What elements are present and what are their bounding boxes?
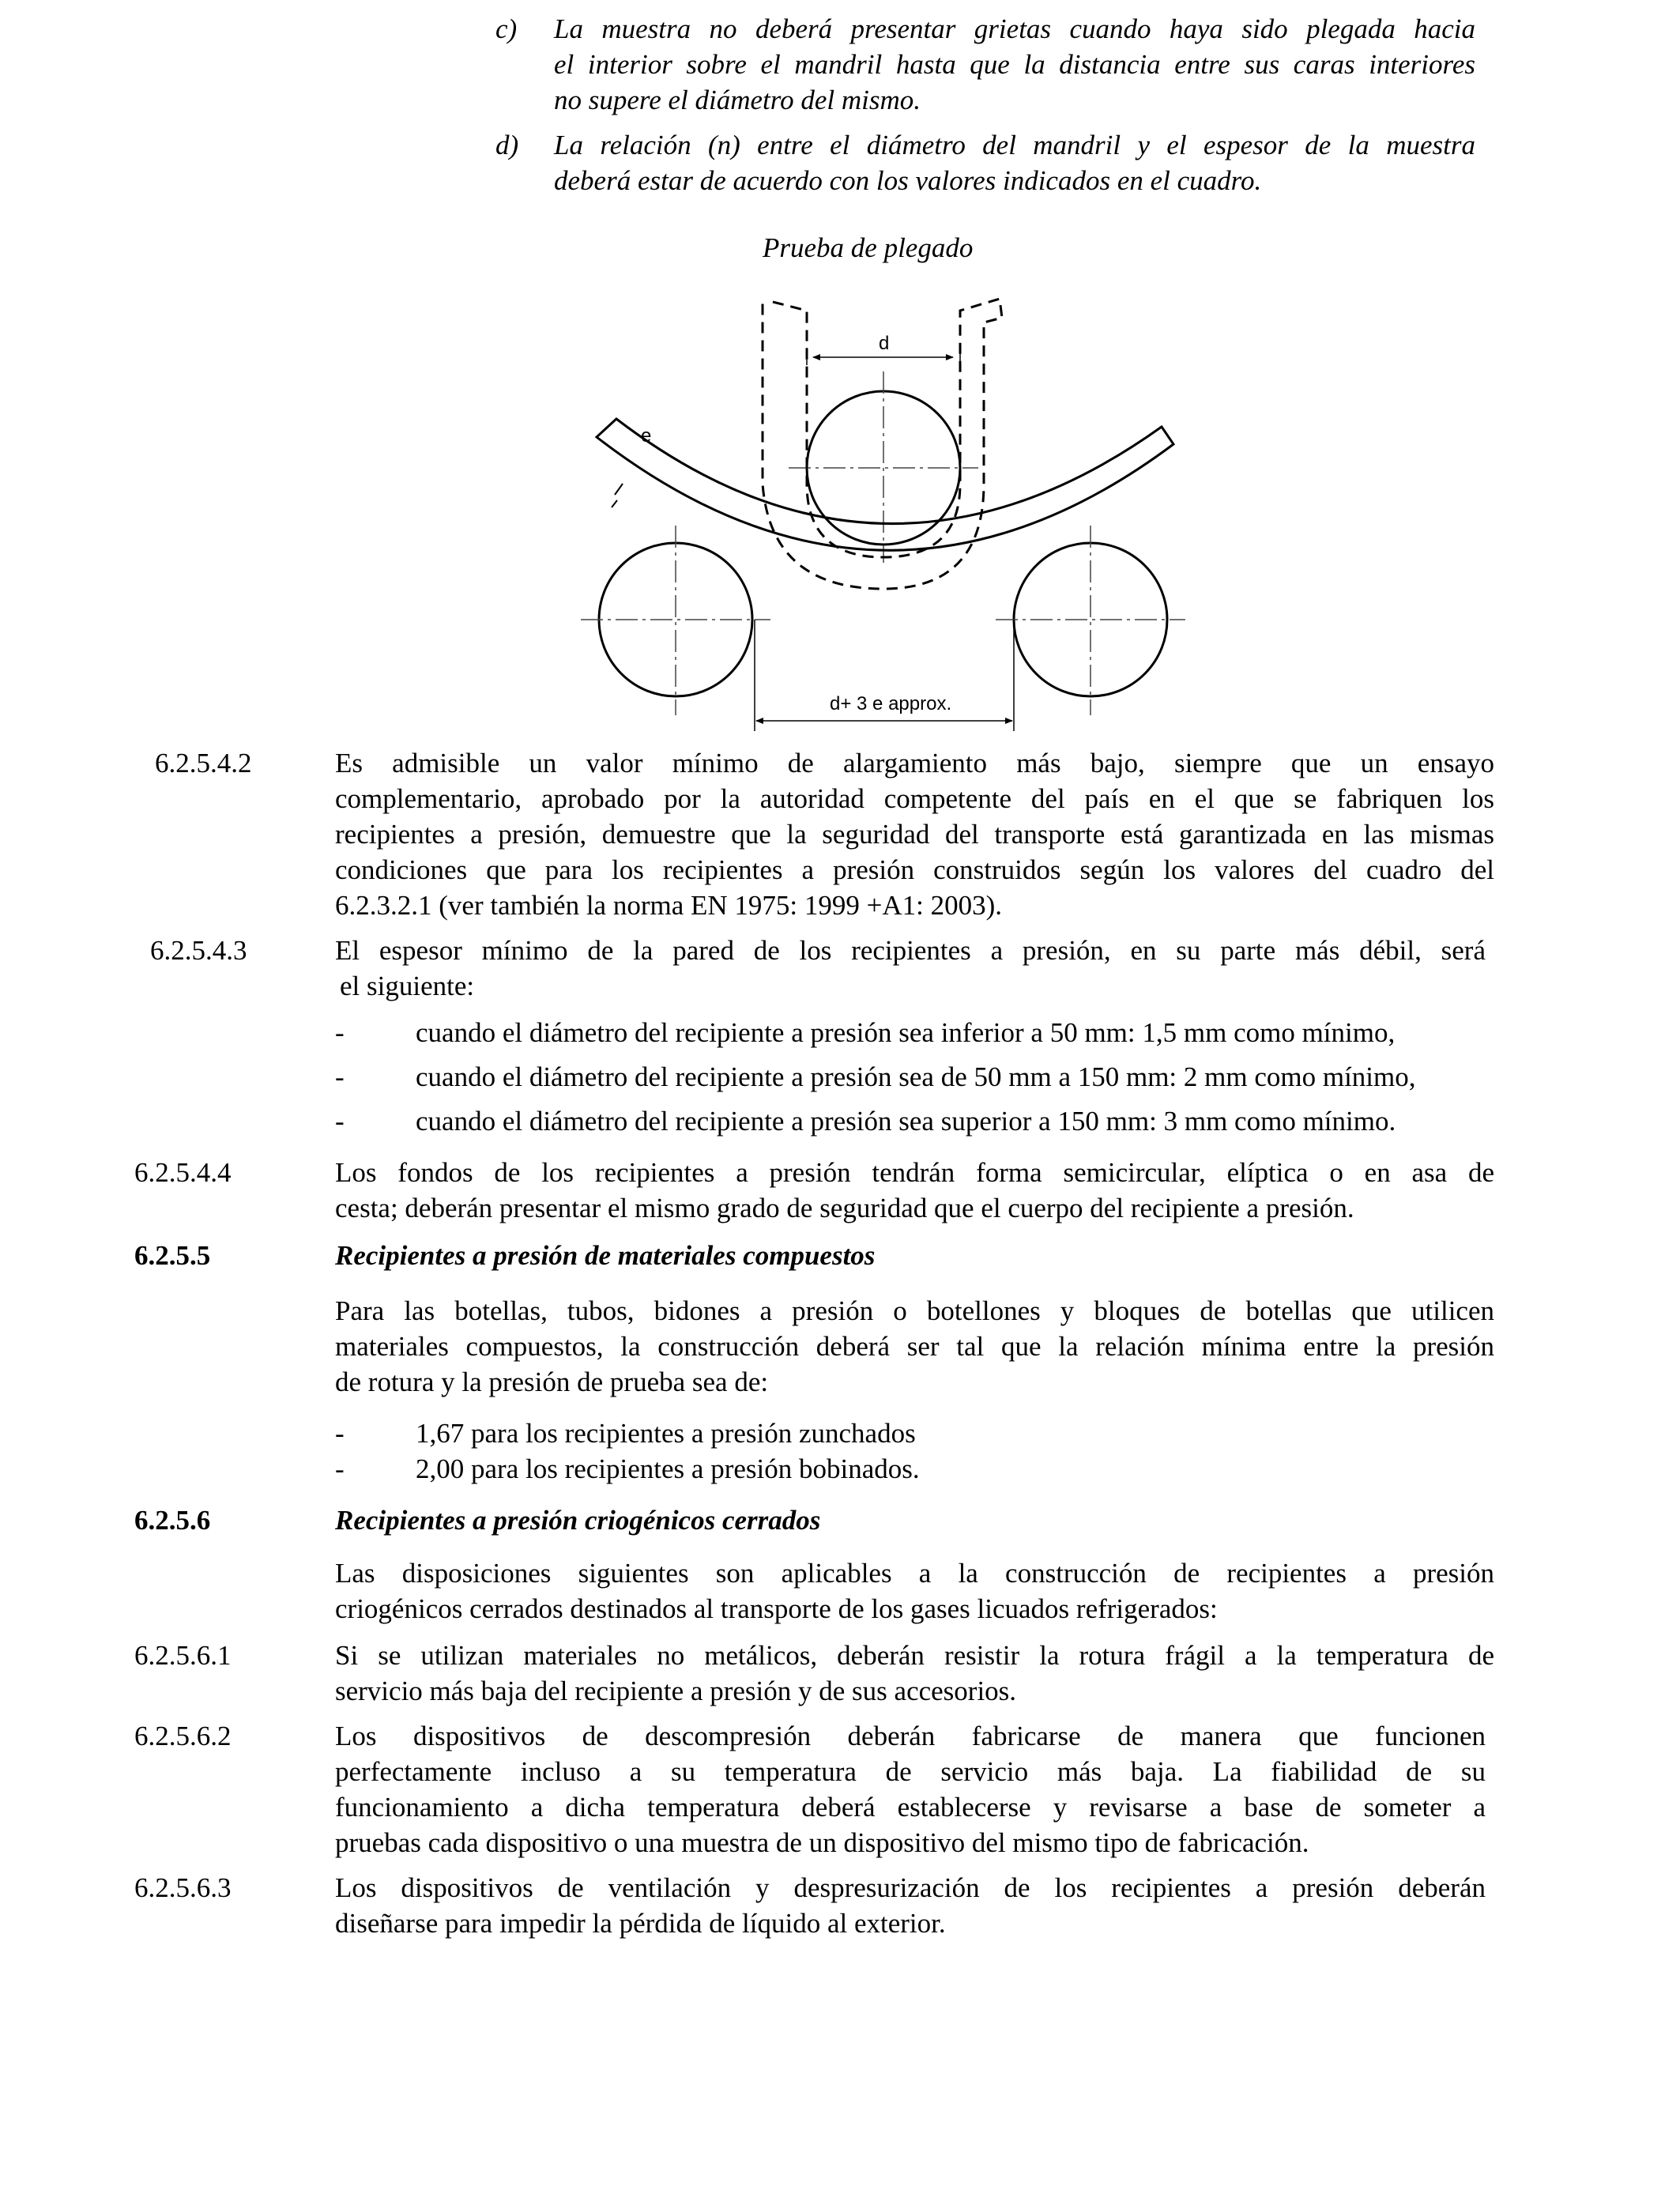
section-number-6-2-5-6: 6.2.5.6 xyxy=(134,1505,211,1536)
s6256-2-line-1: Los dispositivos de descompresión deberán fabricarse de manera que funcionen xyxy=(335,1721,1486,1751)
s6255-line-1: Para las botellas, tubos, bidones a presión o botellones y bloques de botellas que utilicen xyxy=(335,1295,1494,1326)
bent-specimen xyxy=(597,419,1173,550)
s6254-3-bullet-1: cuando el diámetro del recipiente a presión sea inferior a 50 mm: 1,5 mm como mínimo, xyxy=(416,1017,1396,1048)
thickness-e-mark-lower xyxy=(612,500,617,507)
s6256-line-1: Las disposiciones siguientes son aplicables a la construcción de recipientes a presión xyxy=(335,1558,1494,1589)
s6254-2-line-3: recipientes a presión, demuestre que la seguridad del transporte está garantizada en las mismas xyxy=(335,819,1494,850)
item-d-line-1: La relación (n) entre el diámetro del mandril y el espesor de la muestra xyxy=(554,130,1475,160)
s6255-line-2: materiales compuestos, la construcción deberá ser tal que la relación mínima entre la presión xyxy=(335,1331,1494,1362)
section-number-6-2-5-6-3: 6.2.5.6.3 xyxy=(134,1872,232,1903)
item-c-letter: c) xyxy=(495,13,518,44)
item-c-line-2: el interior sobre el mandril hasta que la distancia entre sus caras interiores xyxy=(554,49,1475,80)
bullet-dash: - xyxy=(335,1017,345,1048)
item-c-line-3: no supere el diámetro del mismo. xyxy=(554,85,921,115)
s6254-2-line-1: Es admisible un valor mínimo de alargamiento más bajo, siempre que un ensayo xyxy=(335,748,1494,778)
s6254-3-bullet-3: cuando el diámetro del recipiente a presión sea superior a 150 mm: 3 mm como mínimo. xyxy=(416,1106,1396,1137)
thickness-e-mark xyxy=(615,484,623,495)
s6254-3-line-1: El espesor mínimo de la pared de los recipientes a presión, en su parte más débil, será xyxy=(335,935,1486,966)
s6255-line-3: de rotura y la presión de prueba sea de: xyxy=(335,1367,769,1397)
s6256-3-line-1: Los dispositivos de ventilación y despresurización de los recipientes a presión deberán xyxy=(335,1872,1486,1903)
s6255-bullet-2: 2,00 para los recipientes a presión bobinados. xyxy=(416,1453,920,1484)
s6254-2-line-2: complementario, aprobado por la autoridad competente del país en el que se fabriquen los xyxy=(335,783,1494,814)
bullet-dash: - xyxy=(335,1418,345,1449)
item-c-line-1: La muestra no deberá presentar grietas cuando haya sido plegada hacia xyxy=(554,13,1475,44)
s6254-2-line-4: condiciones que para los recipientes a presión construidos según los valores del cuadro del xyxy=(335,854,1494,885)
s6254-4-line-2: cesta; deberán presentar el mismo grado de seguridad que el cuerpo del recipiente a presión. xyxy=(335,1193,1354,1223)
s6256-2-line-4: pruebas cada dispositivo o una muestra de un dispositivo del mismo tipo de fabricación. xyxy=(335,1827,1309,1858)
bullet-dash: - xyxy=(335,1061,345,1092)
label-span: d+ 3 e approx. xyxy=(830,693,952,714)
s6256-1-line-2: servicio más baja del recipiente a presión y de sus accesorios. xyxy=(335,1676,1017,1706)
label-e: e xyxy=(641,425,652,447)
s6254-2-line-5: 6.2.3.2.1 (ver también la norma EN 1975: 1999 +A1: 2003). xyxy=(335,890,1003,921)
s6254-3-line-2: el siguiente: xyxy=(340,971,475,1001)
section-number-6-2-5-5: 6.2.5.5 xyxy=(134,1240,211,1271)
section-title-composite: Recipientes a presión de materiales compuestos xyxy=(335,1240,876,1271)
section-title-cryogenic: Recipientes a presión criogénicos cerrados xyxy=(335,1505,821,1536)
section-number-6-2-5-4-4: 6.2.5.4.4 xyxy=(134,1157,232,1188)
section-number-6-2-5-4-2: 6.2.5.4.2 xyxy=(155,748,252,778)
s6256-2-line-3: funcionamiento a dicha temperatura deberá establecerse y revisarse a base de someter a xyxy=(335,1792,1486,1823)
s6256-line-2: criogénicos cerrados destinados al transporte de los gases licuados refrigerados: xyxy=(335,1593,1218,1624)
bend-test-diagram xyxy=(0,0,1680,735)
s6256-2-line-2: perfectamente incluso a su temperatura de servicio más baja. La fiabilidad de su xyxy=(335,1756,1486,1787)
section-number-6-2-5-4-3: 6.2.5.4.3 xyxy=(150,935,247,966)
bullet-dash: - xyxy=(335,1453,345,1484)
item-d-letter: d) xyxy=(495,130,519,160)
section-number-6-2-5-6-1: 6.2.5.6.1 xyxy=(134,1640,232,1671)
figure-caption: Prueba de plegado xyxy=(763,232,974,263)
s6256-1-line-1: Si se utilizan materiales no metálicos, deberán resistir la rotura frágil a la temperatura de xyxy=(335,1640,1494,1671)
s6254-4-line-1: Los fondos de los recipientes a presión tendrán forma semicircular, elíptica o en asa de xyxy=(335,1157,1494,1188)
section-number-6-2-5-6-2: 6.2.5.6.2 xyxy=(134,1721,232,1751)
label-d: d xyxy=(879,333,890,354)
item-d-line-2: deberá estar de acuerdo con los valores indicados en el cuadro. xyxy=(554,165,1262,196)
bullet-dash: - xyxy=(335,1106,345,1137)
s6255-bullet-1: 1,67 para los recipientes a presión zunchados xyxy=(416,1418,916,1449)
s6256-3-line-2: diseñarse para impedir la pérdida de líquido al exterior. xyxy=(335,1908,946,1939)
s6254-3-bullet-2: cuando el diámetro del recipiente a presión sea de 50 mm a 150 mm: 2 mm como mínimo, xyxy=(416,1061,1416,1092)
